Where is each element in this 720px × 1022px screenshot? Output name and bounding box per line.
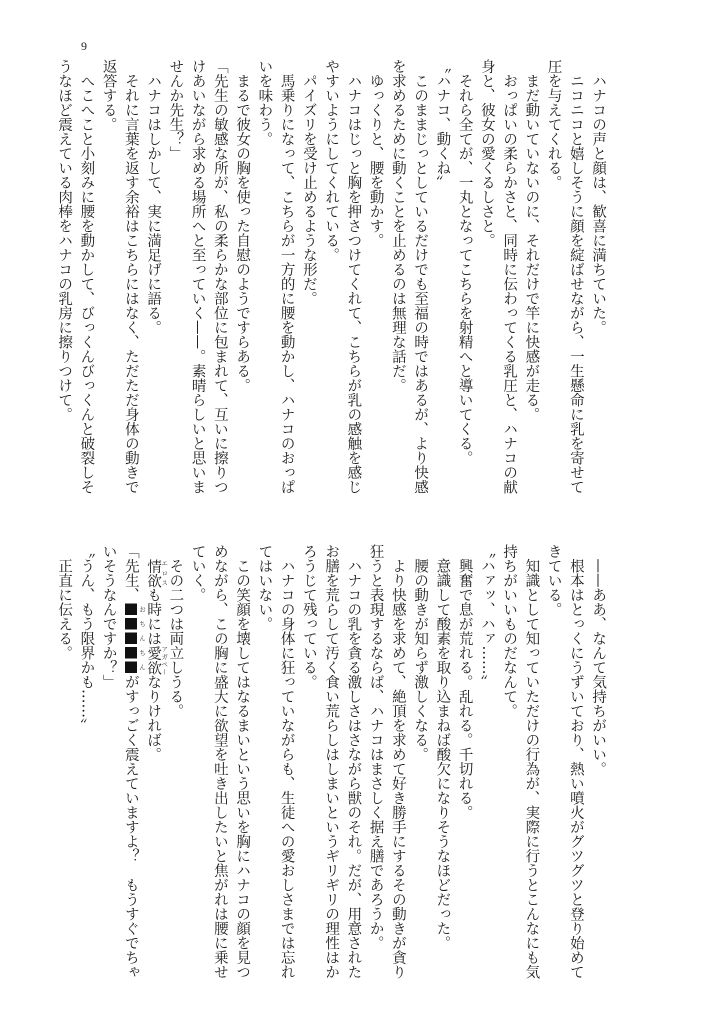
text-column: それら全てが、一丸となってこちらを射精へと導いてくる。	[456, 59, 473, 465]
text-column: ハナコの声と顔は、歓喜に満ちていた。	[590, 59, 607, 335]
text-column: ハナコはしかして、実に満足げに語る。	[145, 59, 162, 335]
text-segment: 「先生、	[122, 544, 139, 602]
ruby-base-text: 情欲	[145, 558, 162, 588]
text-segment: も時には	[145, 587, 162, 646]
text-column: まるで彼女の胸を使った自慰のようですらある。	[234, 59, 251, 393]
text-column: 根本はとっくにうずいており、熱い噴火がグツグツと登り始めて	[567, 544, 584, 979]
text-column: 身と、彼女の愛くるしさと。	[478, 59, 495, 248]
text-column: パイズリを受け止めるような形だ。	[300, 59, 317, 306]
text-column: 馬乗りになって、こちらが一方的に腰を動かし、ハナコのおっぱ	[278, 59, 295, 494]
text-column: ハナコの身体に狂っていながらも、生徒への愛おしさまでは忘れ	[278, 544, 295, 979]
text-column: 興奮で息が荒れる。乱れる。千切れる。	[456, 544, 473, 820]
censored-word-blocks	[120, 602, 146, 675]
text-column: きている。	[545, 544, 562, 617]
dialogue-column: いそうなんですか？」	[100, 544, 117, 689]
text-column: ——ああ、なんて気持ちがいい。	[590, 544, 607, 776]
text-column: へこへこと小刻みに腰を動かして、びっくんびっくんと破裂しそ	[78, 59, 95, 494]
text-column: 狂うと表現するならば、ハナコはまさしく据え膳であろうか。	[367, 544, 384, 950]
text-column: それに言葉を返す余裕はこちらにはなく、ただただ身体の動きで	[122, 59, 139, 494]
lower-text-block	[53, 544, 609, 980]
text-column: めながら、この胸に盛大に欲望を吐き出したいと焦がれは腰に乗せ	[211, 544, 228, 979]
dialogue-column: 〝ハァッ、ハァ……〟	[478, 544, 495, 689]
text-column: ゆっくりと、腰を動かす。	[367, 59, 384, 248]
upper-text-block	[53, 59, 609, 495]
text-column: ハナコの乳を貪る激しさはさながら獣のそれ。だが、用意された	[345, 544, 362, 979]
text-column: おっぱいの柔らかさと、同時に伝わってくる乳圧と、ハナコの献	[501, 59, 518, 494]
text-column: 正直に伝える。	[56, 544, 73, 660]
text-column: ハナコはじっと胸を押さつけてくれて、こちらが乳の感触を感じ	[345, 59, 362, 494]
text-column: その二つは両立しうる。	[167, 544, 184, 718]
text-column: まだ動いていないのに、それだけで竿に快感が走る。	[523, 59, 540, 422]
dialogue-column: せんか先生？」	[167, 59, 184, 161]
censor-block-icon	[123, 602, 139, 682]
text-segment	[145, 544, 161, 559]
ruby-base-text: 愛欲	[145, 645, 162, 675]
text-column: ていく。	[189, 544, 206, 602]
text-column: 持ちがいいものだなんて。	[501, 544, 518, 718]
text-column: ろうじて残っている。	[300, 544, 317, 689]
text-column: てはいない。	[256, 544, 273, 631]
text-column: 腰の動きが知らず激しくなる。	[412, 544, 429, 762]
dialogue-column	[120, 544, 146, 980]
text-column: うなほど震えている肉棒をハナコの乳房に擦りつけて。	[56, 59, 73, 422]
ruby-annotation: エロス	[160, 560, 169, 586]
text-column: このままじっとしているだけでも至福の時ではあるが、より快感	[412, 59, 429, 494]
text-column: を求めるために動くことを止めるのは無理な話だ。	[389, 59, 406, 393]
text-column: いを味わう。	[256, 59, 273, 146]
dialogue-column: 「先生の敏感な所が、私の柔らかな部位に包まれて、互いに擦りつ	[211, 59, 228, 494]
text-column: やすいようにしてくれている。	[323, 59, 340, 262]
text-column: 知識として知っていただけの行為が、実際に行うとこんなにも気	[523, 544, 540, 979]
page-number: 9	[81, 39, 87, 53]
text-segment: がすっごく震えていますよ？ もうすぐでちゃ	[122, 674, 139, 979]
dialogue-column: 〝ハナコ、動くね〟	[434, 59, 451, 190]
text-segment: なりければ。	[145, 674, 162, 762]
ruby-annotation: アガペー	[160, 645, 169, 675]
text-column: この笑顔を壊してはなるまいという思いを胸にハナコの顔を見つ	[234, 544, 251, 979]
dialogue-column: けあいながら求める場所へと至っていく——。素晴らしいと思いま	[189, 59, 206, 494]
text-column: お膳を荒らして汚く食い荒らしはしまいというギリギリの理性はか	[323, 544, 340, 979]
text-column: ニコニコと嬉しそうに顔を綻ばせながら、一生懸命に乳を寄せて	[567, 59, 584, 494]
text-column: 返答する。	[100, 59, 117, 132]
text-column: 意識して酸素を取り込まねば酸欠になりそうなほどだった。	[434, 544, 451, 950]
ruby-annotation: おちんちん	[137, 606, 146, 671]
text-column: より快感を求めて、絶頂を求めて好き勝手にするその動きが貪り	[389, 544, 406, 979]
dialogue-column: 〝うん、もう限界かも……〟	[78, 544, 95, 733]
ruby-group-eros	[142, 558, 169, 588]
text-column: 圧を与えてくれる。	[545, 59, 562, 190]
